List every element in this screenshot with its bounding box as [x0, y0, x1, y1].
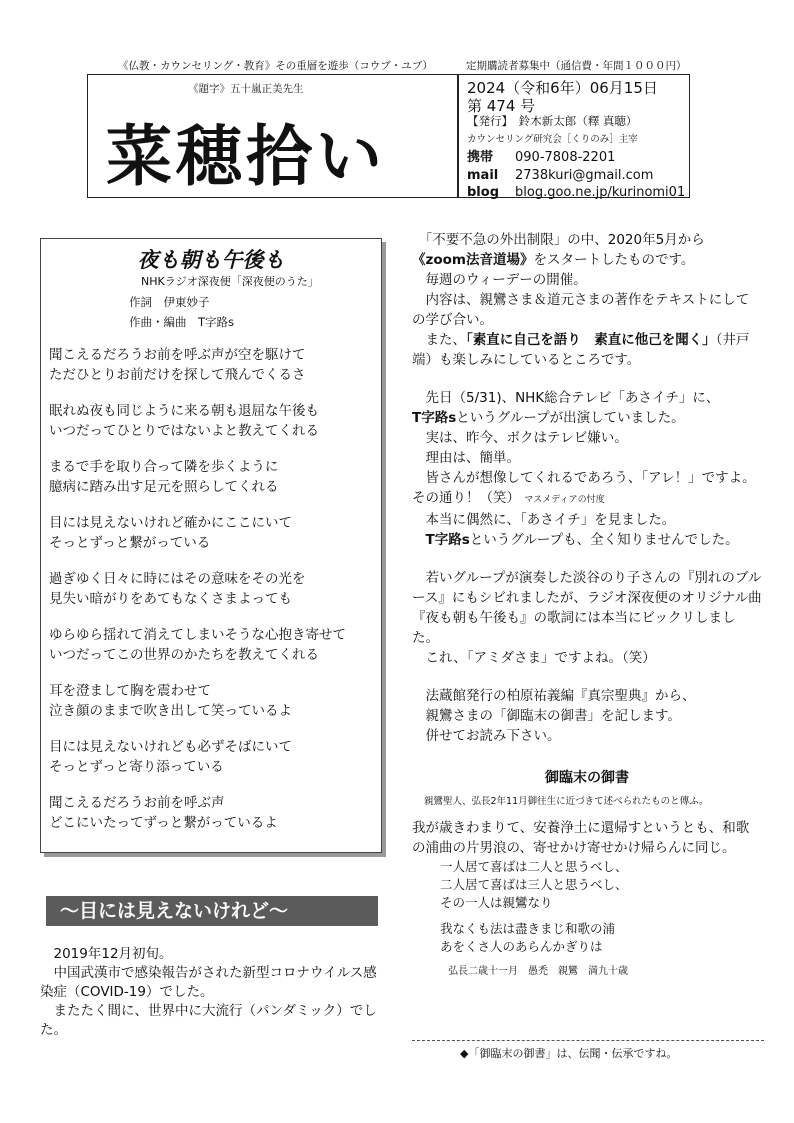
lyric-line: いつだってこの世界のかたちを教えてくれる [49, 647, 319, 663]
footnote: ◆「御臨末の御書」は、伝聞・伝承ですね。 [460, 1047, 678, 1060]
lyric-line: 眠れぬ夜も同じように来る朝も退屈な午後も [49, 403, 319, 419]
aside-note: マスメディアの忖度 [524, 495, 605, 505]
goshin-title: 御臨末の御書 [545, 770, 629, 786]
composer: 作曲・編曲 T字路s [129, 315, 235, 329]
poem-line: あをくさ人のあらんかぎりは [440, 939, 603, 954]
right-article [412, 230, 762, 982]
newsletter-title: 菜穂拾い [106, 117, 386, 195]
paragraph: 親鸞さまの「御臨末の御書」を記します。 [412, 708, 681, 724]
paragraph: 毎週のウィーデーの開催。 [412, 272, 587, 288]
issue-number: 第 474 号 [467, 97, 536, 115]
paragraph: 2019年12月初旬。 [40, 946, 173, 962]
goshin-body: 我が歳きわまりて、安養浄土に還帰すというとも、和歌の浦曲の片男浪の、寄せかけ寄せかけ帰らんに同じ。 [412, 820, 750, 856]
paragraph: 実は、昨今、ボクはテレビ嫌い。 [412, 430, 628, 446]
paragraph [412, 330, 762, 370]
lyric-line: 目には見えないけれど確かにここにいて [49, 515, 292, 531]
lyric-line: まるで手を取り合って隣を歩くように [49, 459, 279, 475]
zoom-dojo: 《zoom法音道場》 [412, 252, 534, 268]
lyric-line: 聞こえるだろうお前を呼ぶ声が空を駆けて [49, 347, 306, 363]
lyric-lines [49, 345, 346, 849]
organization: カウンセリング研究会［くりのみ］主宰 [467, 134, 638, 145]
lyric-line: 過ぎゆく日々に時にはその意味をその光を [49, 571, 306, 587]
goshin-subtitle: 親鸞聖人、弘長2年11月御往生に近づきて述べられたものと傳ふ。 [424, 796, 709, 807]
masthead [87, 74, 458, 198]
publisher: 【発行】 鈴木新太郎（釋 真聴） [467, 114, 638, 128]
lyric-stanza [49, 457, 346, 497]
paragraph: 「不要不急の外出制限」の中、2020年5月から [412, 232, 705, 248]
verse-line: 二人居て喜ばは三人と思うべし、 [440, 877, 628, 892]
paragraph: またたく間に、世界中に大流行（パンダミック）でした。 [40, 1003, 377, 1038]
lyric-stanza [49, 401, 346, 441]
calligraphy-credit: 《題字》五十嵐正美先生 [188, 83, 304, 95]
left-article [40, 945, 386, 1040]
text: （井戸端）も楽しみにしているところです。 [412, 332, 750, 368]
paragraph: これ、「アミダさま」ですよね。（笑） [412, 650, 656, 666]
band-name: T字路s [412, 532, 470, 548]
lyric-line: ただひとりお前だけを探して飛んでくるさ [49, 367, 306, 383]
paragraph: 本当に偶然に、「あさイチ」を見ました。 [412, 512, 676, 528]
lyric-line: 聞こえるだろうお前を呼ぶ声 [49, 795, 225, 811]
subscription-note: 定期購読者募集中（通信費・年間１０００円） [466, 60, 687, 72]
goshin-verse [412, 858, 762, 912]
issue-date: 2024（令和6年）06月15日 [467, 79, 658, 97]
lyric-line: そっとずっと寄り添っている [49, 759, 224, 775]
paragraph: 法蔵館発行の柏原祐義編『真宗聖典』から、 [412, 688, 696, 704]
phone-label: 携帯 [467, 150, 494, 165]
lyric-stanza [49, 513, 346, 553]
lyric-line: ゆらゆら揺れて消えてしまいそうな心抱き寄せて [49, 627, 346, 643]
paragraph [412, 408, 762, 428]
goshin-poem [412, 920, 762, 956]
song-source: NHKラジオ深夜便「深夜便のうた」 [141, 275, 319, 288]
lyric-line: 見失い暗がりをあてもなくさまよっても [49, 591, 292, 607]
phone-row [467, 146, 615, 165]
lyrics-box [40, 238, 382, 853]
paragraph [412, 468, 762, 510]
poem-line: 我なくも法は盡きまじ和歌の浦 [440, 921, 616, 936]
verse-line: その一人は親鸞なり [440, 895, 553, 910]
song-title: 夜も朝も午後も [137, 248, 285, 272]
lyric-line: どこにいたってずっと繋がっているよ [49, 815, 278, 831]
blog-row [467, 181, 685, 200]
mail-label: mail [467, 168, 499, 183]
band-name: T字路s [412, 410, 457, 426]
paragraph: 理由は、簡単。 [412, 450, 520, 466]
phone-number: 090-7808-2201 [515, 150, 616, 165]
paragraph [412, 530, 762, 550]
lyric-stanza [49, 793, 346, 833]
issue-info [458, 74, 690, 198]
lyric-line: 臆病に踏み出す足元を照らしてくれる [49, 479, 279, 495]
lyricist: 作詞 伊東妙子 [129, 295, 210, 309]
lyric-line: 泣き顔のままで吹き出して笑っているよ [49, 703, 292, 719]
tagline: 《仏教・カウンセリング・教育》その重層を遊歩（コウブ・ユブ） [118, 60, 433, 72]
lyric-line: そっとずっと繋がっている [49, 535, 211, 551]
text: というグループも、全く知りませんでした。 [469, 532, 739, 548]
lyric-stanza [49, 681, 346, 721]
paragraph: 内容は、親鸞さま＆道元さまの著作をテキストにしての学び合い。 [412, 292, 750, 328]
paragraph [412, 250, 762, 270]
divider [412, 1040, 764, 1041]
lyric-line: 目には見えないけれども必ずそばにいて [49, 739, 292, 755]
motto: 「素直に自己を語り 素直に他己を聞く」 [466, 332, 716, 348]
mail-address[interactable]: 2738kuri@gmail.com [515, 168, 654, 183]
lyric-stanza [49, 625, 346, 665]
text: 皆さんが想像してくれるであろう、「アレ！」ですよ。その通り！（笑） [412, 470, 756, 506]
lyric-stanza [49, 569, 346, 609]
paragraph: 若いグループが演奏した淡谷のり子さんの『別れのブルース』にもシビれましたが、ラジオ深夜便のオリジナル曲『夜も朝も午後も』の歌詞には本当にビックリしました。 [412, 570, 762, 646]
lyric-stanza [49, 345, 346, 385]
text: をスタートしたものです。 [533, 252, 695, 268]
verse-line: 一人居て喜ばは二人と思うべし、 [440, 859, 628, 874]
lyric-line: 耳を澄まして胸を震わせて [49, 683, 211, 699]
lyric-stanza [49, 737, 346, 777]
paragraph: 併せてお読み下さい。 [412, 728, 561, 744]
text: というグループが出演していました。 [456, 410, 685, 426]
section-banner: 〜目には見えないけれど〜 [46, 896, 378, 926]
text: また、 [412, 332, 466, 348]
blog-label: blog [467, 185, 499, 200]
paragraph: 先日（5/31)、NHK総合テレビ「あさイチ」に、 [412, 390, 720, 406]
paragraph: 中国武漢市で感染報告がされた新型コロナウイルス感染症（COVID-19）でした。 [40, 965, 377, 1000]
goshin-signature: 弘長二歳十一月 愚禿 親鸞 満九十歳 [448, 966, 628, 977]
blog-url[interactable]: blog.goo.ne.jp/kurinomi01 [515, 185, 686, 200]
lyric-line: いつだってひとりではないよと教えてくれる [49, 423, 319, 439]
